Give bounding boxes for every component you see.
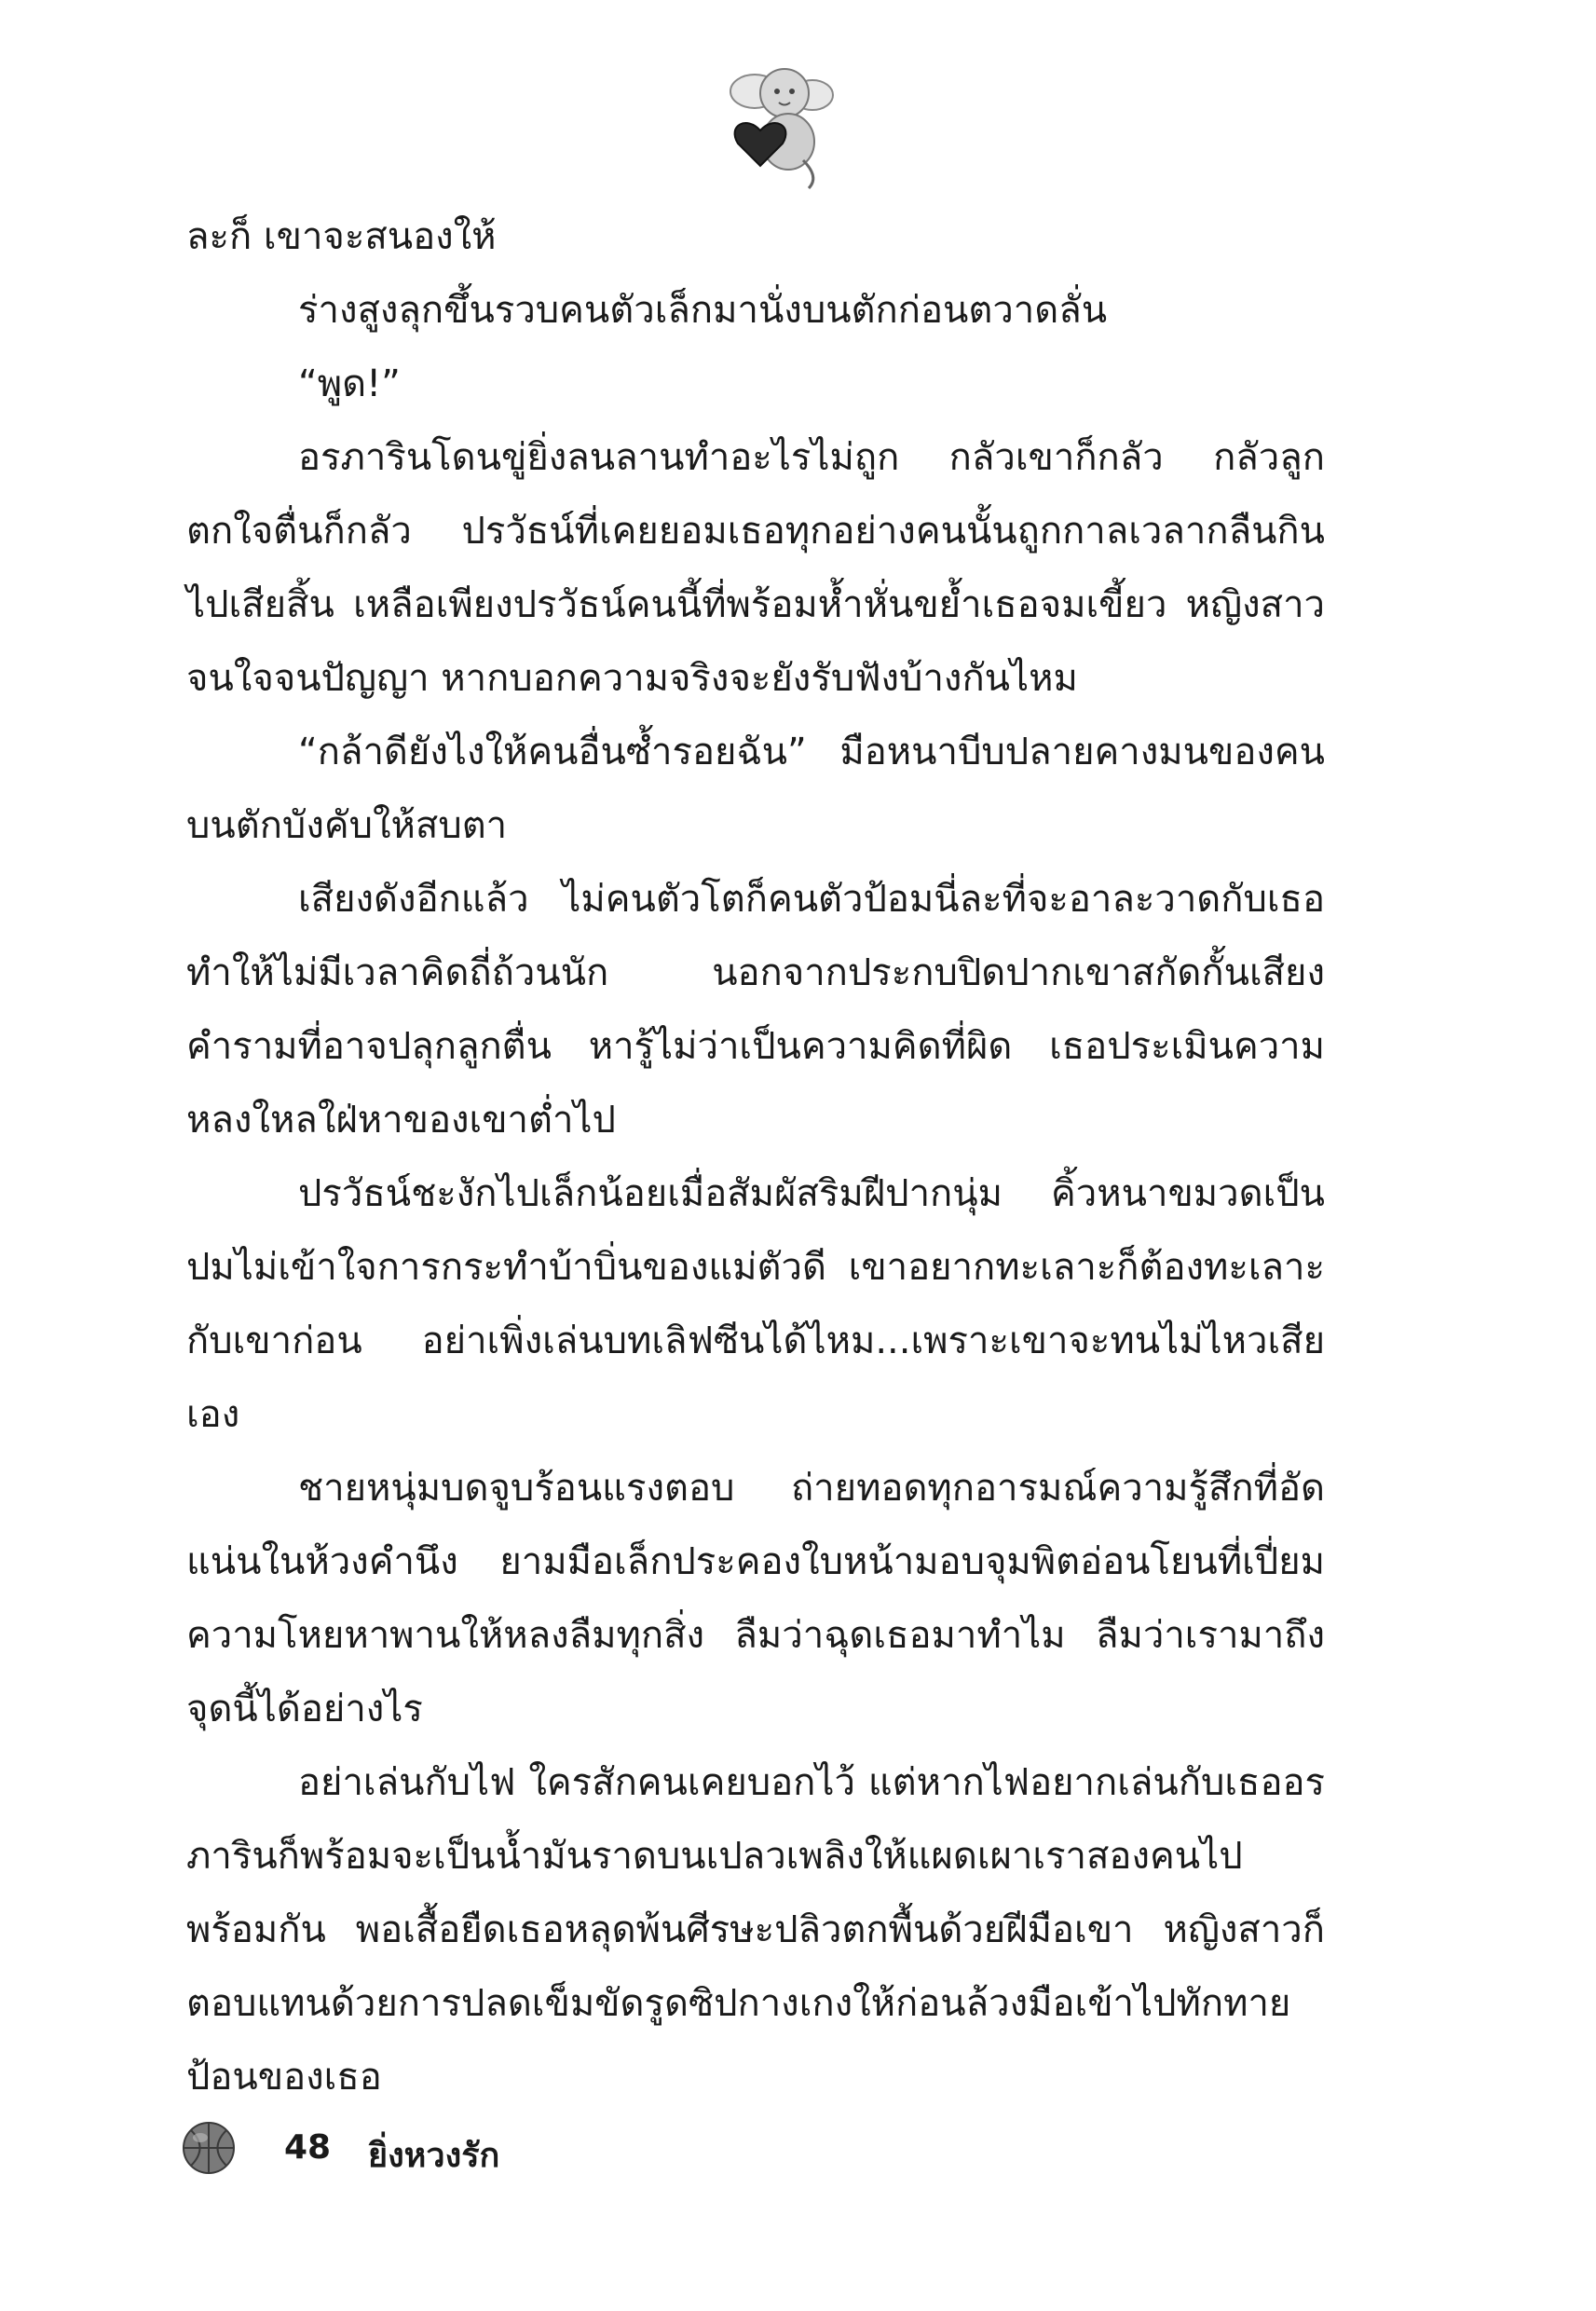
paragraph: ปรวัธน์ชะงักไปเล็กน้อยเมื่อสัมผัสริมฝีปากนุ่ม คิ้วหนาขมวดเป็นปมไม่เข้าใจการกระทำบ้าบิ่นของแม่ตัวดี เขาอยากทะเลาะก็ต้องทะเลาะกับเขาก่อน อย่าเพิ่งเล่นบทเลิฟซีนได้ไหม...เพราะเขาจะทนไม่ไหวเสียเอง [186, 1172, 1325, 1436]
page-footer [182, 2115, 834, 2190]
cupid-with-heart-icon [699, 56, 857, 196]
paragraph: ร่างสูงลุกขึ้นรวบคนตัวเล็กมานั่งบนตักก่อนตวาดลั่น [298, 289, 1108, 332]
paragraph: “พูด!” [298, 362, 401, 405]
paragraph: อย่าเล่นกับไฟ ใครสักคนเคยบอกไว้ แต่หากไฟอยากเล่นกับเธออรภารินก็พร้อมจะเป็นน้ำมันราดบนเปลวเพลิงให้แผดเผาเราสองคนไปพร้อมกัน พอเสื้อยืดเธอหลุดพ้นศีรษะปลิวตกพื้นด้วยฝีมือเขา หญิงสาวก็ตอบแทนด้วยการปลดเข็มขัดรูดซิปกางเกงให้ก่อนล้วงมือเข้าไปทักทายป้อนของเธอ [186, 1761, 1325, 2099]
basketball-icon [182, 2121, 236, 2175]
page-number: 48 [284, 2128, 332, 2167]
paragraph: อรภารินโดนขู่ยิ่งลนลานทำอะไรไม่ถูก กลัวเขาก็กลัว กลัวลูกตกใจตื่นก็กลัว ปรวัธน์ที่เคยยอมเธอทุกอย่างคนนั้นถูกกาลเวลากลืนกินไปเสียสิ้น เหลือเพียงปรวัธน์คนนี้ที่พร้อมห้ำหั่นขย้ำเธอจมเขี้ยว หญิงสาวจนใจจนปัญญา หากบอกความจริงจะยังรับฟังบ้างกันไหม [186, 436, 1325, 700]
paragraph: ชายหนุ่มบดจูบร้อนแรงตอบ ถ่ายทอดทุกอารมณ์ความรู้สึกที่อัดแน่นในห้วงคำนึง ยามมือเล็กประคองใบหน้ามอบจุมพิตอ่อนโยนที่เปี่ยมความโหยหาพานให้หลงลืมทุกสิ่ง ลืมว่าฉุดเธอมาทำไม ลืมว่าเรามาถึงจุดนี้ได้อย่างไร [186, 1467, 1325, 1730]
book-title: ยิ่งหวงรัก [368, 2137, 500, 2175]
body-text [186, 200, 1325, 2114]
paragraph: “กล้าดียังไงให้คนอื่นซ้ำรอยฉัน” มือหนาบีบปลายคางมนของคนบนตักบังคับให้สบตา [186, 731, 1325, 847]
paragraph: ละก็ เขาจะสนองให้ [186, 215, 497, 258]
paragraph: เสียงดังอีกแล้ว ไม่คนตัวโตก็คนตัวป้อมนี่ละที่จะอาละวาดกับเธอ ทำให้ไม่มีเวลาคิดถี่ถ้วนนัก นอกจากประกบปิดปากเขาสกัดกั้นเสียงคำรามที่อาจปลุกลูกตื่น หารู้ไม่ว่าเป็นความคิดที่ผิด เธอประเมินความหลงใหลใฝ่หาของเขาต่ำไป [186, 878, 1325, 1142]
